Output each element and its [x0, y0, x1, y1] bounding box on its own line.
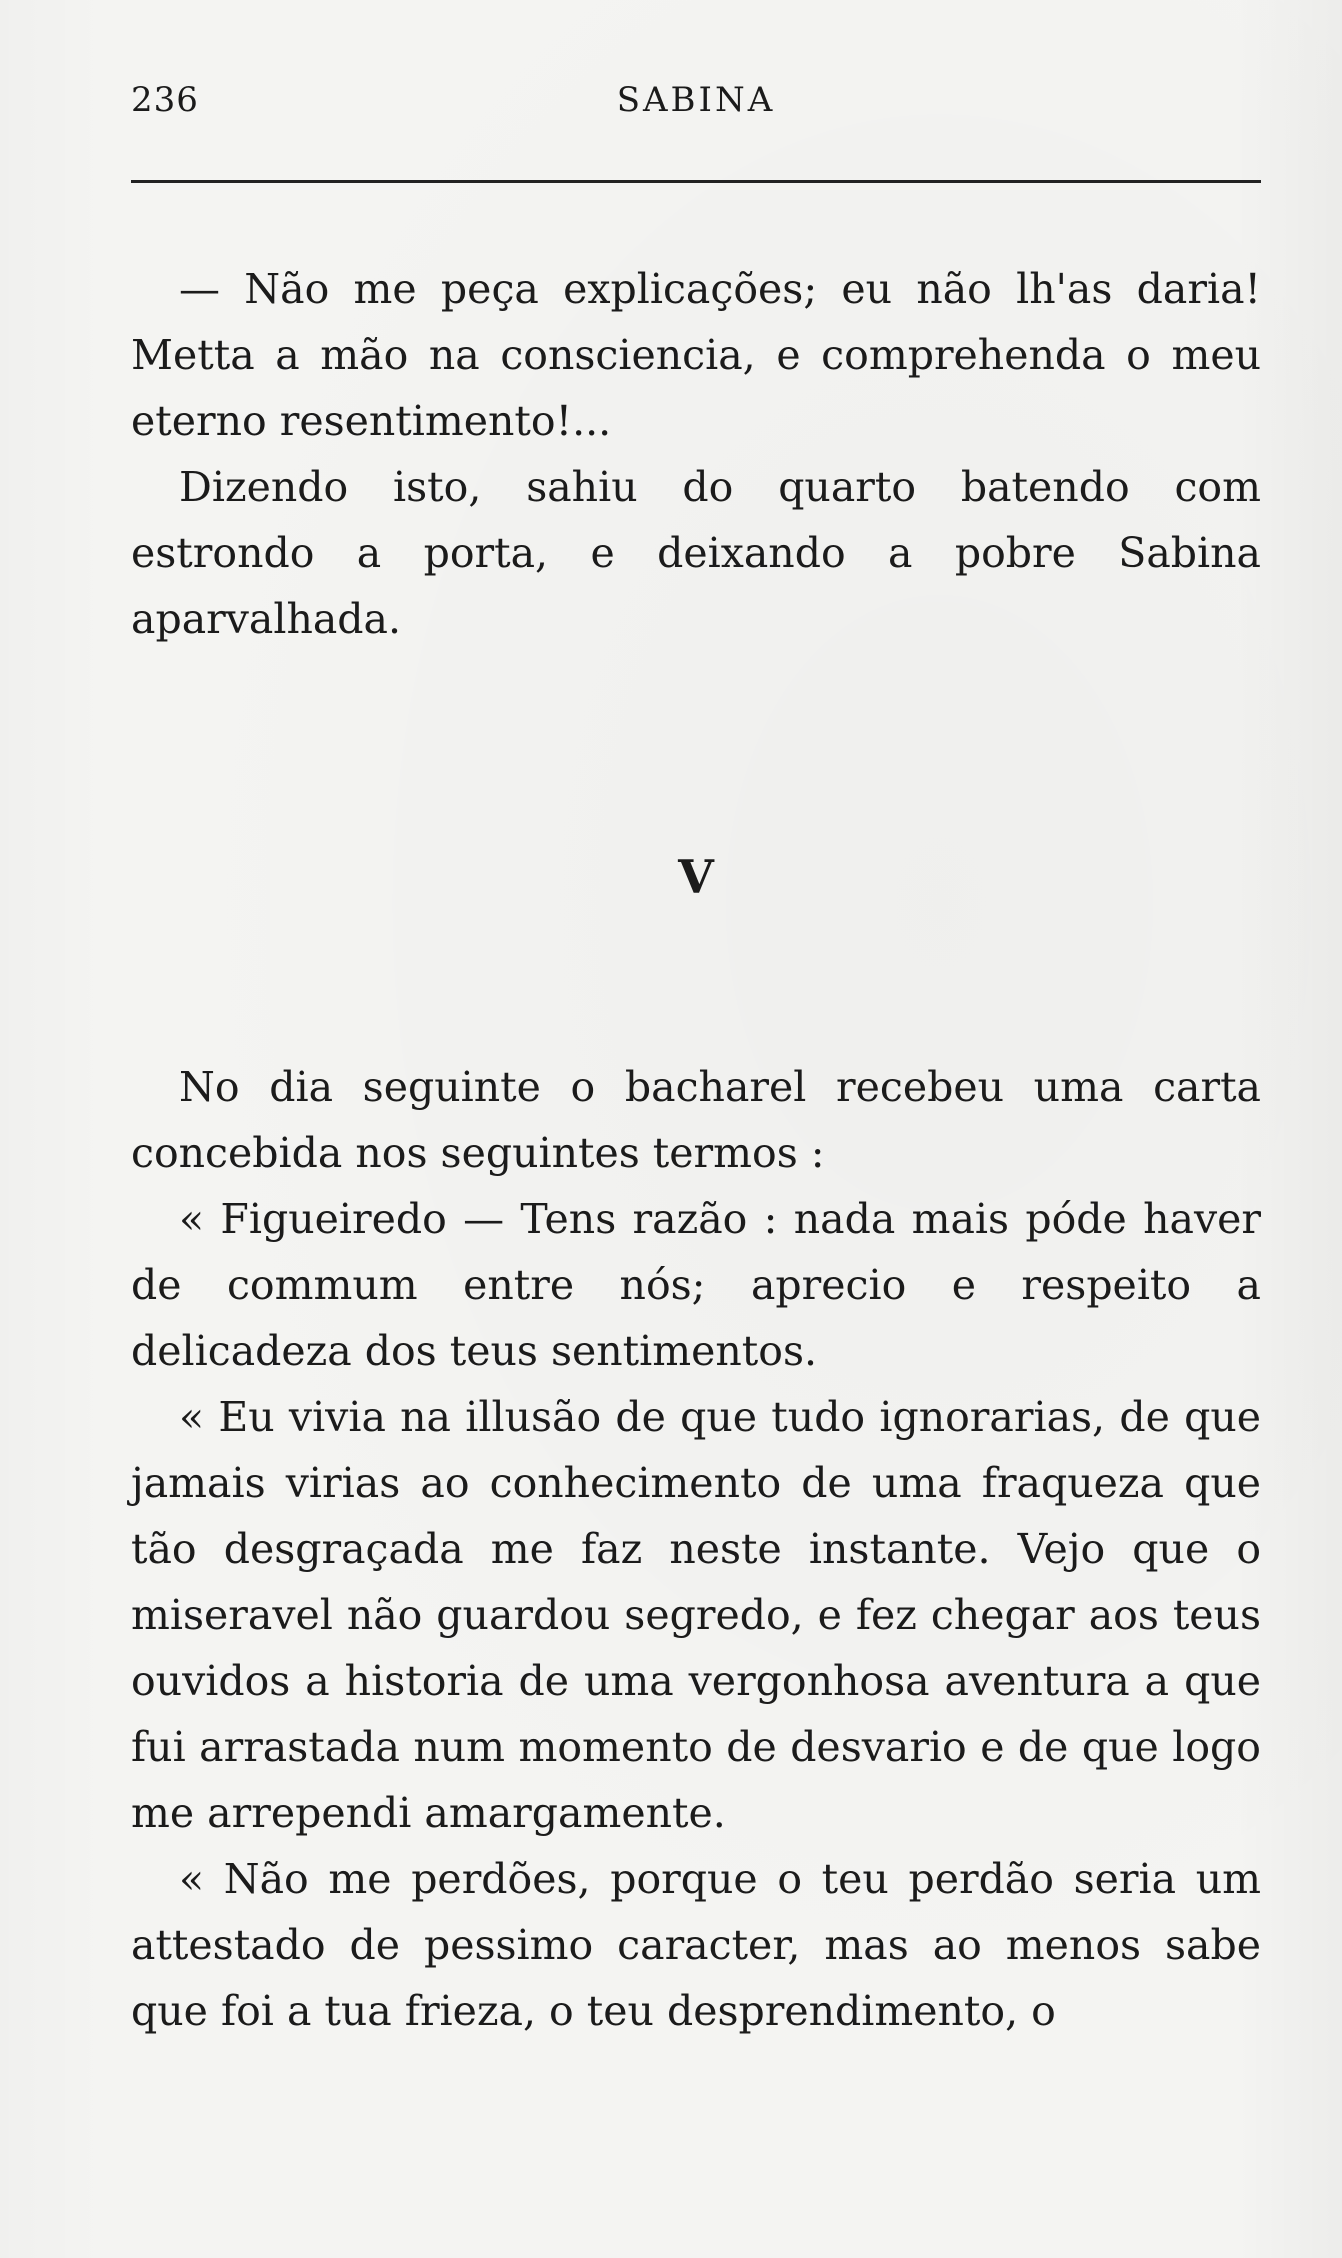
- text-block-letter: [131, 1054, 1261, 2044]
- running-title: SABINA: [616, 80, 776, 120]
- paragraph-letter-3: « Não me perdões, porque o teu perdão seria um attestado de pessimo caracter, mas ao menos sabe que foi a tua frieza, o teu desprendimento, o: [131, 1855, 1261, 2035]
- text-block-top: [131, 256, 1261, 652]
- paragraph-letter-1: « Figueiredo — Tens razão : nada mais póde haver de commum entre nós; aprecio e respeito a delicadeza dos teus sentimentos.: [131, 1195, 1261, 1375]
- header-rule: [131, 180, 1261, 183]
- paragraph-letter-2: « Eu vivia na illusão de que tudo ignorarias, de que jamais virias ao conhecimento de uma fraqueza que tão desgraçada me faz neste instante. Vejo que o miseravel não guardou segredo, e fez chegar aos teus ouvidos a historia de uma vergonhosa aventura a que fui arrastada num momento de desvario e de que logo me arrependi amargamente.: [131, 1393, 1261, 1837]
- chapter-heading: V: [678, 850, 714, 904]
- page-header: [131, 70, 1261, 120]
- paragraph-narration: Dizendo isto, sahiu do quarto batendo com estrondo a porta, e deixando a pobre Sabina aparvalhada.: [131, 463, 1261, 643]
- page-number: 236: [131, 80, 199, 120]
- paragraph-intro: No dia seguinte o bacharel recebeu uma carta concebida nos seguintes termos :: [131, 1063, 1261, 1177]
- paragraph-dialogue: — Não me peça explicações; eu não lh'as daria! Metta a mão na consciencia, e comprehenda o meu eterno resentimento!...: [131, 265, 1261, 445]
